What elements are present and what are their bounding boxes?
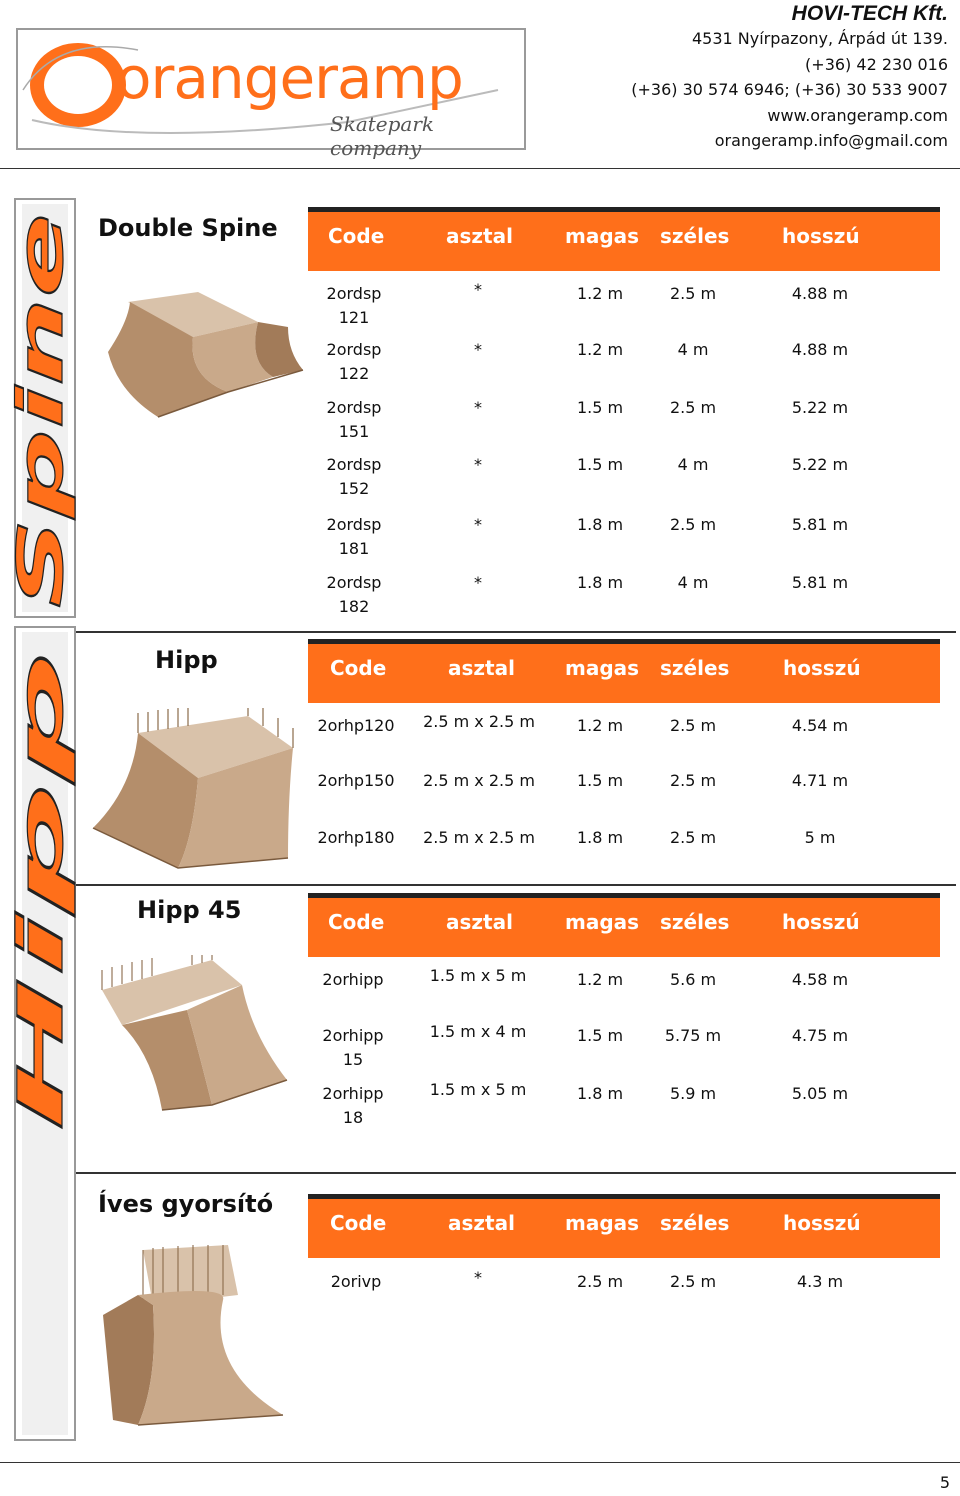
logo [16,28,526,160]
table-cell-magas: 1.2 m [576,284,624,303]
table-cell-széles: 5.9 m [669,1084,717,1103]
table-cell-széles: 2.5 m [669,284,717,303]
hipp-side-graphic [4,626,77,1441]
col-magas: magas [565,656,640,680]
table-header-hipp-45 [308,893,940,957]
col-hosszú: hosszú [783,1211,861,1235]
col-hosszú: hosszú [783,656,861,680]
col-code: Code [328,910,385,934]
col-asztal: asztal [446,910,513,934]
col-széles: széles [660,224,730,248]
table-cell-hosszú: 5.22 m [791,398,849,417]
company-phone-2: (+36) 30 574 6946; (+36) 30 533 9007 [631,80,948,99]
table-cell-széles: 2.5 m [669,1272,717,1291]
table-cell-magas: 1.8 m [576,1084,624,1103]
ives-gyorsito-ramp-image [98,1240,298,1430]
rows-double-spine [308,282,940,622]
table-cell-hosszú: 4.58 m [791,970,849,989]
rows-hipp [308,714,940,864]
section-title-ives-gyorsito: Íves gyorsító [98,1190,274,1218]
company-website[interactable]: www.orangeramp.com [767,105,948,125]
table-cell-hosszú: 5.05 m [791,1084,849,1103]
table-header-ives-gyorsito [308,1194,940,1258]
table-cell-hosszú: 5.81 m [791,573,849,592]
section-divider [76,1172,956,1174]
table-row-code: 2orhipp [322,970,384,989]
table-cell-asztal: * [474,573,482,592]
col-hosszú: hosszú [782,224,860,248]
rows-ives-gyorsito [308,1270,940,1310]
table-row-code: 2ordsp 151 [326,398,382,441]
table-cell-hosszú: 4.71 m [791,771,849,790]
col-széles: széles [660,1211,730,1235]
rows-hipp-45 [308,968,940,1138]
table-cell-magas: 1.8 m [576,573,624,592]
company-name: HOVI-TECH Kft. [791,2,948,25]
company-email[interactable]: orangeramp.info@gmail.com [714,131,948,150]
logo-text: orangeramp [116,44,463,112]
hipp-ramp-image [88,708,303,878]
table-cell-hosszú: 5 m [804,828,836,847]
col-magas: magas [565,224,640,248]
section-title-hipp: Hipp [155,646,218,674]
table-cell-magas: 1.2 m [576,716,624,735]
side-label-hipp-text: Hipp [4,969,77,1131]
table-cell-asztal: 1.5 m x 5 m [429,1080,527,1099]
table-cell-széles: 2.5 m [669,515,717,534]
table-cell-asztal: 1.5 m x 4 m [429,1022,527,1041]
table-cell-magas: 1.2 m [576,970,624,989]
col-hosszú: hosszú [782,910,860,934]
table-cell-magas: 1.8 m [576,828,624,847]
table-cell-hosszú: 4.88 m [791,340,849,359]
section-divider [76,884,956,886]
side-label-spine [4,198,77,618]
company-info [631,2,948,154]
table-cell-asztal: * [474,398,482,417]
spine-side-graphic [4,198,77,618]
table-cell-széles: 4 m [677,455,709,474]
table-header-double-spine [308,207,940,271]
col-magas: magas [565,910,640,934]
col-széles: széles [660,910,730,934]
table-cell-széles: 4 m [677,340,709,359]
table-cell-széles: 5.75 m [664,1026,722,1045]
table-row-code: 2ordsp 152 [326,455,382,498]
table-row-code: 2orhp180 [317,828,395,847]
table-cell-magas: 1.8 m [576,515,624,534]
table-cell-hosszú: 5.81 m [791,515,849,534]
table-cell-hosszú: 4.75 m [791,1026,849,1045]
table-cell-magas: 2.5 m [576,1272,624,1291]
table-header-hipp [308,639,940,703]
col-asztal: asztal [448,656,515,680]
col-magas: magas [565,1211,640,1235]
table-cell-magas: 1.2 m [576,340,624,359]
table-cell-asztal: 2.5 m x 2.5 m [423,828,535,847]
table-cell-széles: 5.6 m [669,970,717,989]
table-cell-széles: 4 m [677,573,709,592]
table-row-code: 2orhipp 18 [322,1084,384,1127]
col-code: Code [328,224,385,248]
table-cell-magas: 1.5 m [576,455,624,474]
table-row-code: 2ordsp 181 [326,515,382,558]
page-number: 5 [939,1473,950,1492]
col-code: Code [330,656,387,680]
section-title-hipp-45: Hipp 45 [137,896,242,924]
table-cell-széles: 2.5 m [669,828,717,847]
table-cell-hosszú: 4.88 m [791,284,849,303]
header-divider [0,168,960,169]
table-cell-asztal: * [474,340,482,359]
table-row-code: 2orhp120 [317,716,395,735]
table-cell-asztal: * [474,1268,482,1287]
table-cell-hosszú: 4.54 m [791,716,849,735]
side-label-spine-text: Spine [4,411,77,608]
table-cell-magas: 1.5 m [576,771,624,790]
logo-tagline: Skatepark company [330,112,435,160]
table-cell-hosszú: 5.22 m [791,455,849,474]
col-széles: széles [660,656,730,680]
section-divider [76,631,956,633]
table-cell-asztal: * [474,455,482,474]
double-spine-image [88,282,308,432]
table-cell-hosszú: 4.3 m [796,1272,844,1291]
table-cell-asztal: * [474,280,482,299]
table-row-code: 2orivp [330,1272,382,1291]
hipp-45-ramp-image [92,955,302,1130]
table-cell-széles: 2.5 m [669,398,717,417]
table-row-code: 2orhipp 15 [322,1026,384,1069]
table-cell-asztal: 2.5 m x 2.5 m [423,771,535,790]
table-cell-széles: 2.5 m [669,771,717,790]
table-cell-asztal: 2.5 m x 2.5 m [423,712,535,731]
table-cell-magas: 1.5 m [576,398,624,417]
table-row-code: 2ordsp 121 [326,284,382,327]
table-cell-széles: 2.5 m [669,716,717,735]
side-label-hipp [4,626,77,1441]
company-address: 4531 Nyírpazony, Árpád út 139. [691,29,948,48]
footer-divider [0,1462,960,1463]
section-title-double-spine: Double Spine [98,214,278,242]
table-row-code: 2orhp150 [317,771,395,790]
table-cell-magas: 1.5 m [576,1026,624,1045]
col-asztal: asztal [448,1211,515,1235]
col-asztal: asztal [446,224,513,248]
table-row-code: 2ordsp 122 [326,340,382,383]
table-cell-asztal: * [474,515,482,534]
company-phone-1: (+36) 42 230 016 [805,54,948,74]
table-row-code: 2ordsp 182 [326,573,382,616]
table-cell-asztal: 1.5 m x 5 m [429,966,527,985]
col-code: Code [330,1211,387,1235]
